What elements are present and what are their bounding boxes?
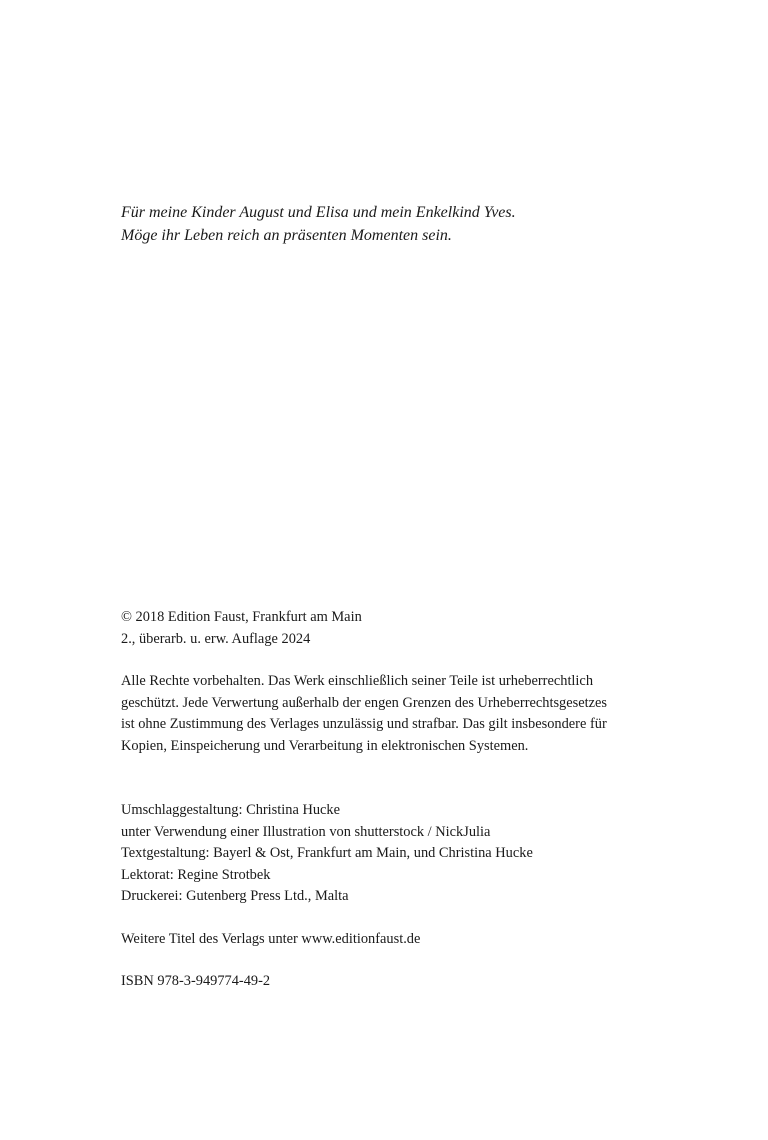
credits-block bbox=[121, 800, 661, 908]
credit-printer: Druckerei: Gutenberg Press Ltd., Malta bbox=[121, 888, 349, 904]
rights-line: Kopien, Einspeicherung und Verarbeitung in elektronischen Systemen. bbox=[121, 737, 529, 754]
dedication-line: Für meine Kinder August und Elisa und mein Enkelkind Yves. bbox=[121, 204, 516, 221]
rights-line: ist ohne Zustimmung des Verlages unzulässig und strafbar. Das gilt insbesondere für bbox=[121, 716, 607, 732]
website-block bbox=[121, 929, 661, 951]
copyright-line: © 2018 Edition Faust, Frankfurt am Main bbox=[121, 609, 362, 625]
rights-line: Alle Rechte vorbehalten. Das Werk einschließlich seiner Teile ist urheberrechtlich bbox=[121, 673, 594, 689]
dedication bbox=[121, 201, 516, 247]
edition-line: 2., überarb. u. erw. Auflage 2024 bbox=[121, 630, 311, 647]
credit-illustration: unter Verwendung einer Illustration von shutterstock / NickJulia bbox=[121, 823, 491, 840]
dedication-line: Möge ihr Leben reich an präsenten Momenten sein. bbox=[121, 227, 452, 244]
isbn-line: ISBN 978-3-949774-49-2 bbox=[121, 973, 271, 989]
website-line: Weitere Titel des Verlags unter www.editionfaust.de bbox=[121, 930, 421, 947]
credit-editor: Lektorat: Regine Strotbek bbox=[121, 866, 271, 883]
rights-line: geschützt. Jede Verwertung außerhalb der engen Grenzen des Urheberrechtsgesetzes bbox=[121, 694, 607, 711]
isbn-block bbox=[121, 971, 661, 993]
imprint bbox=[121, 607, 661, 993]
credit-typography: Textgestaltung: Bayerl & Ost, Frankfurt am Main, und Christina Hucke bbox=[121, 845, 533, 861]
rights-block bbox=[121, 671, 661, 757]
credit-cover-design: Umschlaggestaltung: Christina Hucke bbox=[121, 802, 341, 818]
copyright-block bbox=[121, 607, 661, 650]
